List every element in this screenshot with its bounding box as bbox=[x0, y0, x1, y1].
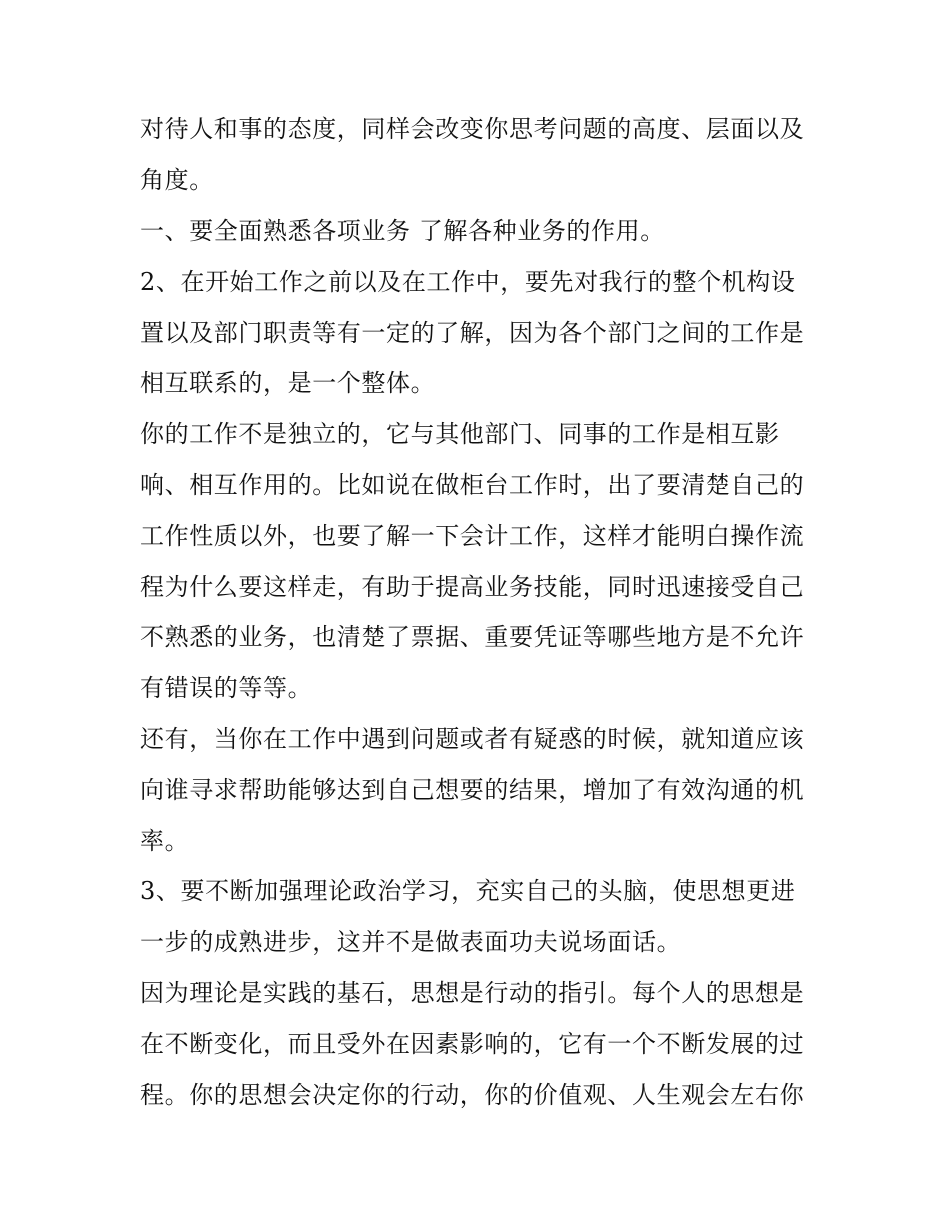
text-line: 向谁寻求帮助能够达到自己想要的结果，增加了有效沟通的机 bbox=[140, 776, 805, 804]
text-line: 不熟悉的业务，也清楚了票据、重要凭证等哪些地方是不允许 bbox=[140, 623, 805, 651]
text-line: 对待人和事的态度，同样会改变你思考问题的高度、层面以及 bbox=[140, 115, 805, 143]
text-line: 3、要不断加强理论政治学习，充实自己的头脑，使思想更进 bbox=[140, 877, 796, 905]
text-line: 你的工作不是独立的，它与其他部门、同事的工作是相互影 bbox=[140, 420, 780, 448]
text-line: 有错误的等等。 bbox=[140, 674, 313, 702]
text-line: 一、要全面熟悉各项业务 了解各种业务的作用。 bbox=[140, 217, 665, 245]
text-line: 在不断变化，而且受外在因素影响的，它有一个不断发展的过 bbox=[140, 1030, 805, 1058]
text-line: 程为什么要这样走，有助于提高业务技能，同时迅速接受自己 bbox=[140, 573, 805, 601]
text-line: 2、在开始工作之前以及在工作中，要先对我行的整个机构设 bbox=[140, 268, 796, 296]
text-line: 一步的成熟进步，这并不是做表面功夫说场面话。 bbox=[140, 928, 682, 956]
text-line: 工作性质以外，也要了解一下会计工作，这样才能明白操作流 bbox=[140, 522, 805, 550]
text-line: 率。 bbox=[140, 827, 190, 855]
text-line: 置以及部门职责等有一定的了解，因为各个部门之间的工作是 bbox=[140, 319, 805, 347]
text-line: 角度。 bbox=[140, 166, 214, 194]
text-line: 因为理论是实践的基石，思想是行动的指引。每个人的思想是 bbox=[140, 979, 805, 1007]
text-line: 响、相互作用的。比如说在做柜台工作时，出了要清楚自己的 bbox=[140, 471, 805, 499]
text-line: 还有，当你在工作中遇到问题或者有疑惑的时候，就知道应该 bbox=[140, 725, 805, 753]
text-line: 相互联系的，是一个整体。 bbox=[140, 369, 436, 397]
text-line: 程。你的思想会决定你的行动，你的价值观、人生观会左右你 bbox=[140, 1081, 805, 1109]
